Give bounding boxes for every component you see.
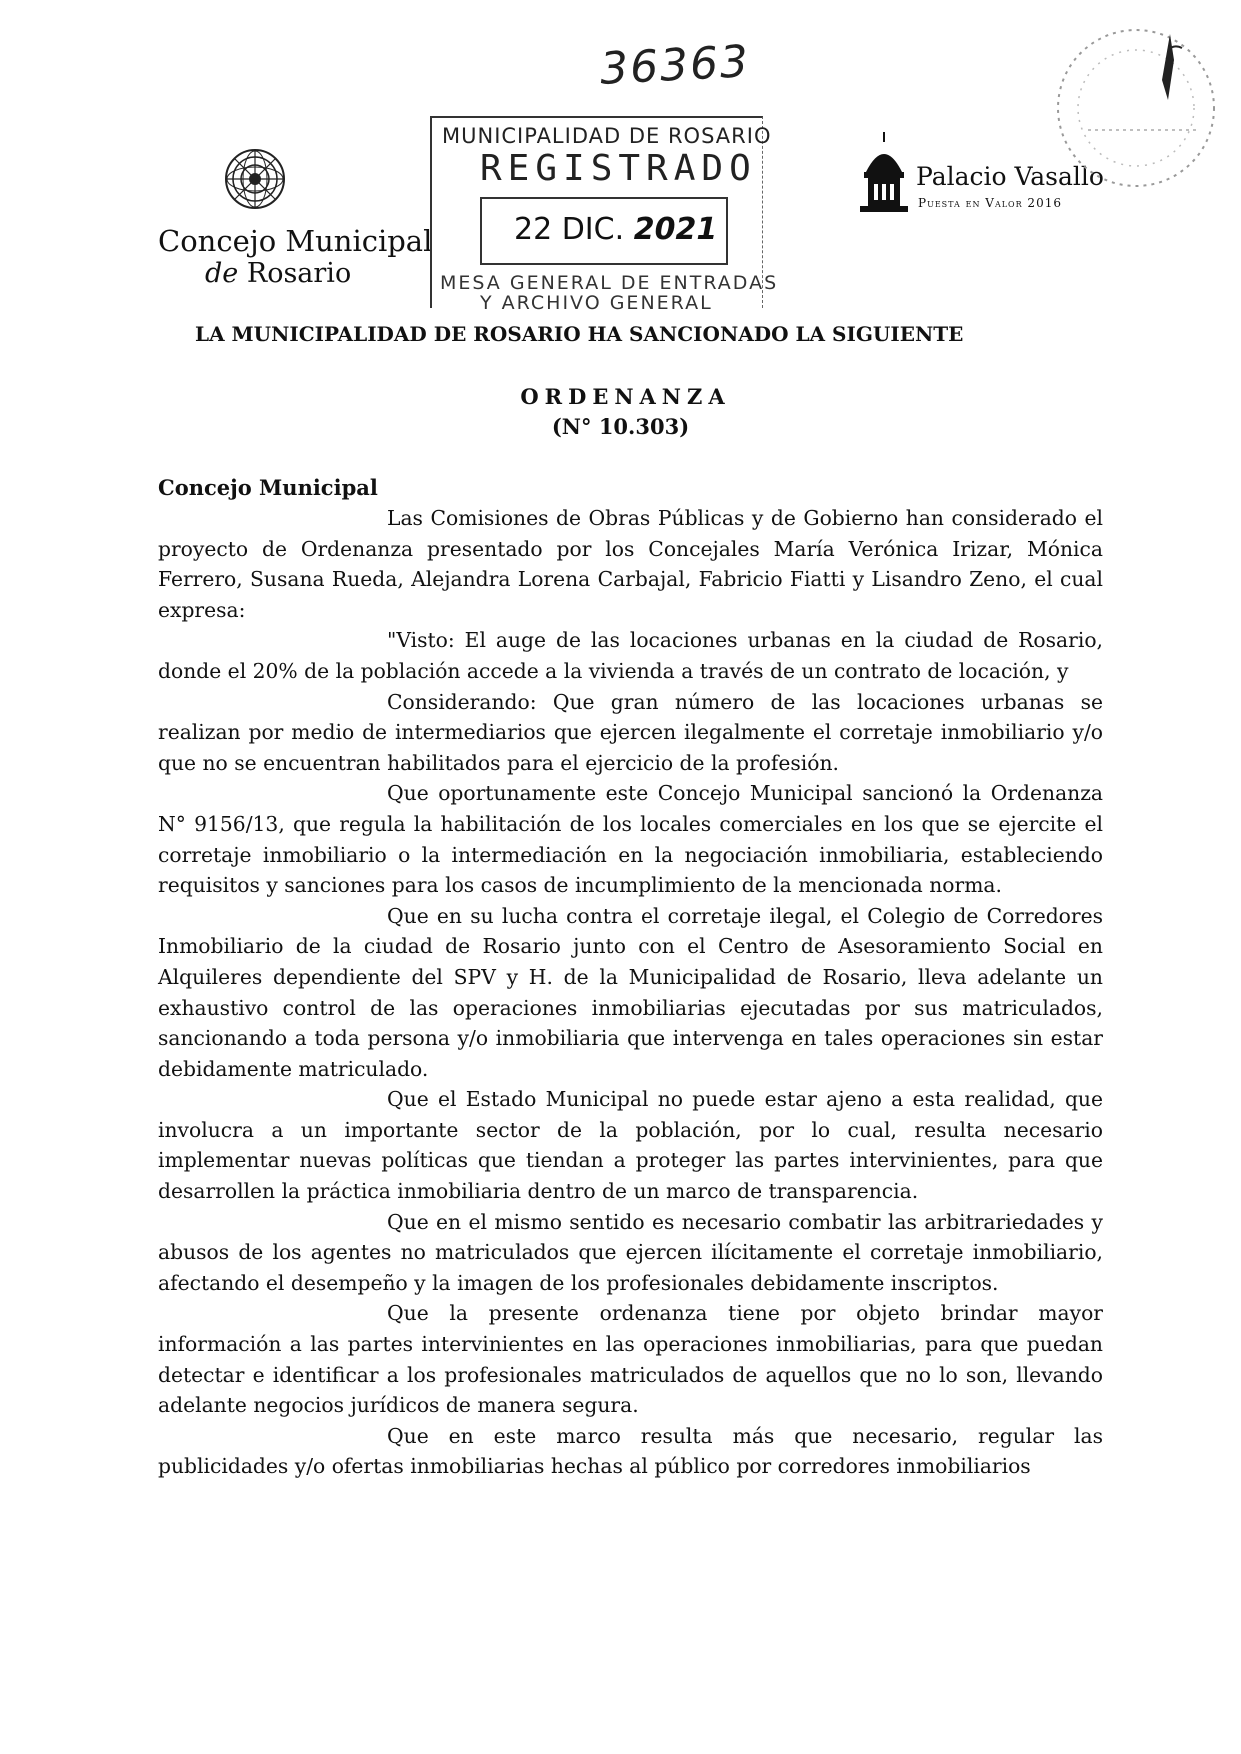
document-title: ORDENANZA [520,384,731,409]
palacio-name: Palacio Vasallo [916,162,1104,191]
council-city [205,258,351,289]
paragraph: Las Comisiones de Obras Públicas y de Gobierno han considerado el proyecto de Ordenanza presentado por los Concejales María Verónica Irizar, Mónica Ferrero, Susana Rueda, Alejandra Lorena Carbajal, Fabricio Fiatti y Lisandro Zeno, el cual expresa: [158,506,1103,622]
paragraph: Que en este marco resulta más que necesario, regular las publicidades y/o ofertas inmobiliarias hechas al público por corredores inmobiliarios [158,1423,1103,1479]
section-heading: Concejo Municipal [158,475,378,500]
stamp-archive: Y ARCHIVO GENERAL [480,292,713,314]
dome-building-icon [858,132,910,214]
paragraph: "Visto: El auge de las locaciones urbanas en la ciudad de Rosario, donde el 20% de la población accede a la vivienda a través de un contrato de locación, y [158,628,1103,683]
stamp-office: MESA GENERAL DE ENTRADAS [440,272,779,294]
council-emblem-icon [224,148,286,210]
council-city-prefix: de [205,258,239,289]
council-name: Concejo Municipal [158,224,433,258]
stamp-registered: REGISTRADO [480,148,757,189]
stamp-municipality: MUNICIPALIDAD DE ROSARIO [442,124,772,148]
palacio-subtitle: Puesta en Valor 2016 [918,196,1062,210]
paragraph: Que en el mismo sentido es necesario combatir las arbitrariedades y abusos de los agentes no matriculados que ejercen ilícitamente el corretaje inmobiliario, afectando el desempeño y la imagen de los profesionales debidamente inscriptos. [158,1209,1103,1295]
sanction-line: LA MUNICIPALIDAD DE ROSARIO HA SANCIONADO LA SIGUIENTE [195,322,964,346]
paragraph: Que la presente ordenanza tiene por objeto brindar mayor información a las partes intervinientes en las operaciones inmobiliarias, para que puedan detectar e identificar a los profesionales matriculados de aquellos que no lo son, llevando adelante negocios jurídicos de manera segura. [158,1301,1103,1418]
paragraph: Considerando: Que gran número de las locaciones urbanas se realizan por medio de intermediarios que ejercen ilegalmente el corretaje inmobiliario y/o que no se encuentran habilitados para el ejercicio de la profesión. [158,689,1103,775]
stamp-date-year: 2021 [633,212,718,247]
round-seal-icon [1048,20,1224,196]
paragraph: Que en su lucha contra el corretaje ilegal, el Colegio de Corredores Inmobiliario de la ciudad de Rosario junto con el Centro de Asesoramiento Social en Alquileres dependiente del SPV y H. de la Municipalidad de Rosario, lleva adelante un exhaustivo control de las operaciones inmobiliarias ejecutadas por sus matriculados, sancionando a toda persona y/o inmobiliaria que intervenga en tales operaciones sin estar debidamente matriculado. [158,903,1103,1081]
stamp-date [514,212,717,247]
registration-stamp [430,116,779,316]
paragraph: Que oportunamente este Concejo Municipal sancionó la Ordenanza N° 9156/13, que regula la habilitación de los locales comerciales en los que se ejercite el corretaje inmobiliario o la intermediación en la negociación inmobiliaria, estableciendo requisitos y sanciones para los casos de incumplimiento de la mencionada norma. [158,781,1103,898]
stamp-date-day-month: 22 DIC. [514,212,625,247]
paragraph: Que el Estado Municipal no puede estar ajeno a esta realidad, que involucra a un importante sector de la población, por lo cual, resulta necesario implementar nuevas políticas que tiendan a proteger las partes intervinientes, para que desarrollen la práctica inmobiliaria dentro de un marco de transparencia. [158,1087,1103,1204]
ordinance-number: (N° 10.303) [551,414,690,439]
council-city-name: Rosario [246,258,352,289]
body-text [158,503,1103,1482]
handwritten-file-number: 36363 [598,36,752,95]
